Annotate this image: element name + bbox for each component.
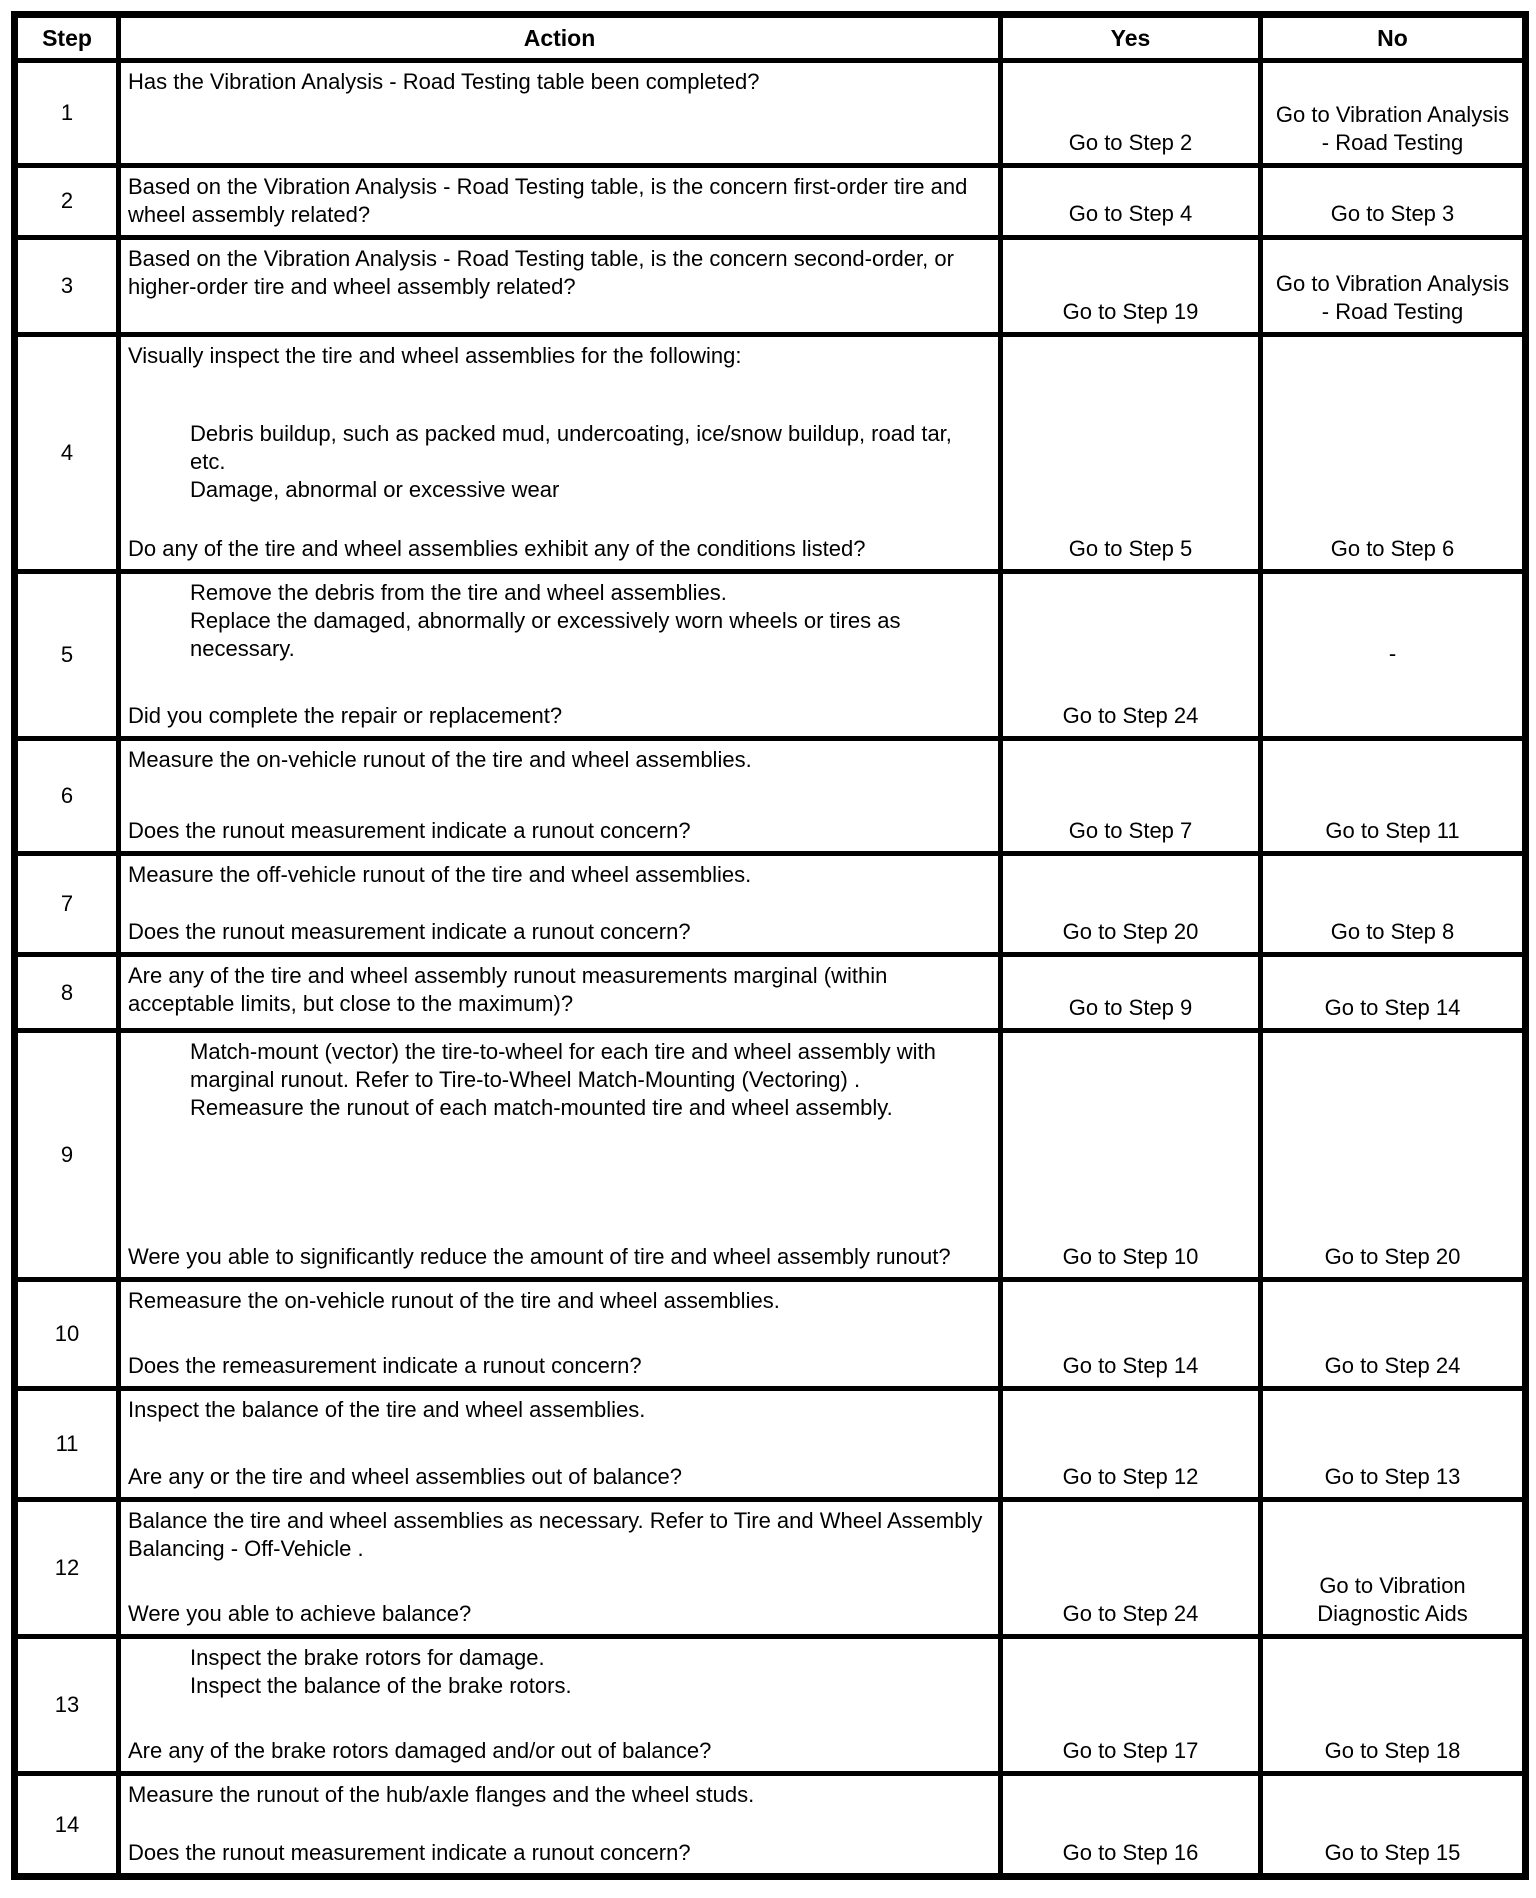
action-item-list: [190, 420, 990, 504]
table-row: [15, 739, 1526, 854]
action-intro: Measure the runout of the hub/axle flanges and the wheel studs.: [128, 1782, 755, 1807]
table-row: [15, 955, 1526, 1031]
yes-cell: Go to Step 19: [1062, 299, 1199, 324]
action-item: Debris buildup, such as packed mud, undercoating, ice/snow buildup, road tar, etc.: [190, 421, 952, 474]
column-header-action: Action: [119, 15, 1001, 61]
action-question: Were you able to significantly reduce the amount of tire and wheel assembly runout?: [128, 1244, 951, 1269]
action-question: Do any of the tire and wheel assemblies exhibit any of the conditions listed?: [128, 536, 866, 561]
table-row: [15, 854, 1526, 955]
action-question: Did you complete the repair or replacement?: [128, 703, 563, 728]
action-item: Remove the debris from the tire and wheel assemblies.: [190, 580, 727, 605]
yes-cell: Go to Step 24: [1062, 1601, 1199, 1626]
step-number: 9: [60, 1142, 74, 1167]
no-cell: Go to Step 11: [1325, 818, 1460, 843]
action-cell: [121, 1033, 998, 1277]
action-cell: [121, 63, 998, 163]
yes-cell: Go to Step 10: [1062, 1244, 1199, 1269]
no-cell: Go to Vibration Analysis - Road Testing: [1275, 271, 1510, 324]
column-header-step: Step: [15, 15, 119, 61]
action-question: Does the runout measurement indicate a runout concern?: [128, 818, 691, 843]
action-cell: [121, 1776, 998, 1873]
yes-cell: Go to Step 12: [1062, 1464, 1199, 1489]
yes-cell: Go to Step 14: [1062, 1353, 1199, 1378]
table-row: [15, 1500, 1526, 1637]
action-intro: Remeasure the on-vehicle runout of the tire and wheel assemblies.: [128, 1288, 780, 1313]
no-cell: Go to Step 8: [1330, 919, 1455, 944]
action-question: Does the runout measurement indicate a runout concern?: [128, 919, 691, 944]
table-row: [15, 335, 1526, 572]
step-number: 10: [54, 1321, 80, 1346]
column-header-yes: Yes: [1001, 15, 1261, 61]
action-item-list: [190, 1038, 990, 1122]
action-intro: Visually inspect the tire and wheel assemblies for the following:: [128, 343, 742, 368]
action-question: Does the remeasurement indicate a runout concern?: [128, 1353, 642, 1378]
step-number: 5: [60, 642, 74, 667]
header-row: [15, 15, 1526, 61]
table-row: [15, 1280, 1526, 1389]
action-intro: Measure the on-vehicle runout of the tire and wheel assemblies.: [128, 747, 752, 772]
step-number: 12: [54, 1555, 80, 1580]
table-row: [15, 1637, 1526, 1774]
action-item: Inspect the balance of the brake rotors.: [190, 1673, 572, 1698]
action-item: Replace the damaged, abnormally or excessively worn wheels or tires as necessary.: [190, 608, 901, 661]
action-item: Inspect the brake rotors for damage.: [190, 1645, 545, 1670]
no-cell: Go to Step 13: [1324, 1464, 1461, 1489]
yes-cell: Go to Step 4: [1068, 201, 1193, 226]
table-row: [15, 1774, 1526, 1877]
step-number: 4: [60, 440, 74, 465]
column-header-no: No: [1261, 15, 1526, 61]
step-number: 13: [54, 1692, 80, 1717]
no-cell: -: [1388, 641, 1397, 666]
yes-cell: Go to Step 2: [1068, 130, 1193, 155]
yes-cell: Go to Step 17: [1062, 1738, 1199, 1763]
no-cell: Go to Step 24: [1324, 1353, 1461, 1378]
step-number: 6: [60, 783, 74, 808]
no-cell: Go to Step 15: [1324, 1840, 1461, 1865]
step-number: 14: [54, 1811, 80, 1837]
action-intro: Based on the Vibration Analysis - Road Testing table, is the concern first-order tire and wheel assembly related?: [128, 174, 968, 227]
action-cell: [121, 1391, 998, 1497]
no-cell: Go to Vibration Analysis - Road Testing: [1275, 102, 1510, 155]
action-cell: [121, 574, 998, 736]
no-cell: Go to Step 6: [1330, 536, 1455, 561]
yes-cell: Go to Step 7: [1068, 818, 1193, 843]
yes-cell: Go to Step 9: [1068, 995, 1193, 1020]
table-row: [15, 61, 1526, 166]
action-cell: [121, 337, 998, 569]
step-number: 8: [60, 979, 74, 1005]
action-intro: Has the Vibration Analysis - Road Testing table been completed?: [128, 69, 760, 94]
step-number: 2: [60, 188, 74, 213]
table-row: [15, 1031, 1526, 1280]
table-row: [15, 1389, 1526, 1500]
action-question: Are any of the brake rotors damaged and/or out of balance?: [128, 1738, 712, 1763]
action-item-list: [190, 579, 990, 663]
no-cell: Go to Step 20: [1324, 1244, 1461, 1269]
action-intro: Based on the Vibration Analysis - Road Testing table, is the concern second-order, or higher-order tire and wheel assembly related?: [128, 246, 954, 299]
yes-cell: Go to Step 24: [1062, 703, 1199, 728]
action-intro: Balance the tire and wheel assemblies as necessary. Refer to Tire and Wheel Assembly Balancing - Off-Vehicle .: [128, 1508, 983, 1561]
action-cell: [121, 1282, 998, 1386]
step-number: 11: [55, 1431, 79, 1456]
action-intro: Measure the off-vehicle runout of the tire and wheel assemblies.: [128, 862, 752, 887]
action-item: Match-mount (vector) the tire-to-wheel for each tire and wheel assembly with marginal runout. Refer to Tire-to-Wheel Match-Mounting (Vectoring) .: [190, 1039, 936, 1092]
yes-cell: Go to Step 16: [1062, 1840, 1199, 1865]
no-cell: Go to Step 14: [1324, 995, 1461, 1020]
action-item-list: [190, 1644, 990, 1700]
action-cell: [121, 1502, 998, 1634]
action-intro: Inspect the balance of the tire and wheel assemblies.: [128, 1397, 646, 1422]
action-question: Are any or the tire and wheel assemblies out of balance?: [128, 1464, 682, 1489]
action-cell: [121, 957, 998, 1028]
action-question: Were you able to achieve balance?: [128, 1601, 472, 1626]
action-item: Damage, abnormal or excessive wear: [190, 477, 560, 502]
table-row: [15, 572, 1526, 739]
no-cell: Go to Step 18: [1324, 1738, 1461, 1763]
action-item: Remeasure the runout of each match-mounted tire and wheel assembly.: [190, 1095, 893, 1120]
action-cell: [121, 856, 998, 952]
action-cell: [121, 1639, 998, 1771]
diagnostic-table: [11, 11, 1529, 1880]
action-intro: Are any of the tire and wheel assembly runout measurements marginal (within acceptable limits, but close to the maximum)?: [128, 963, 888, 1016]
yes-cell: Go to Step 20: [1062, 919, 1199, 944]
action-cell: [121, 168, 998, 235]
table-row: [15, 166, 1526, 238]
yes-cell: Go to Step 5: [1068, 536, 1193, 561]
step-number: 1: [60, 100, 74, 125]
action-question: Does the runout measurement indicate a runout concern?: [128, 1840, 691, 1865]
no-cell: Go to Vibration Diagnostic Aids: [1317, 1573, 1468, 1626]
step-number: 3: [60, 273, 74, 298]
no-cell: Go to Step 3: [1330, 201, 1455, 226]
step-number: 7: [60, 891, 74, 916]
action-cell: [121, 240, 998, 332]
action-cell: [121, 741, 998, 851]
table-row: [15, 238, 1526, 335]
